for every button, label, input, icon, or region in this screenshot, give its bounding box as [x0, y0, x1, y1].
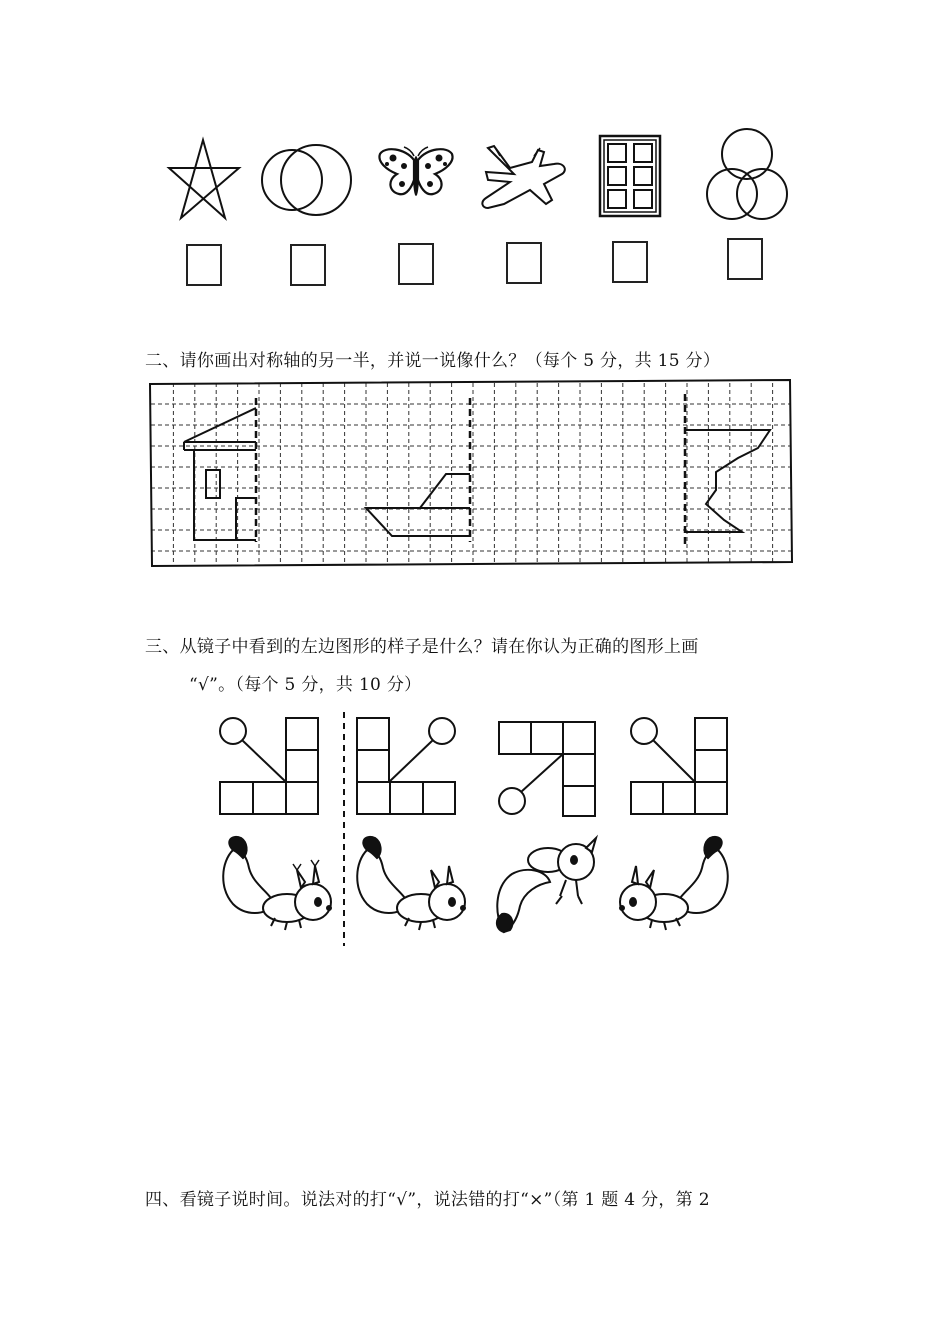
- squirrel-original: [215, 832, 333, 932]
- answer-box-two-circles[interactable]: [290, 244, 326, 286]
- answer-box-three-circles[interactable]: [727, 238, 763, 280]
- section-3-question-line2: “√”。（每个 5 分，共 10 分）: [189, 675, 422, 695]
- answer-box-airplane[interactable]: [506, 242, 542, 284]
- squirrel-option-2[interactable]: [490, 836, 606, 938]
- boat-half-figure: [366, 474, 470, 536]
- block-figure-option-1[interactable]: [353, 714, 459, 816]
- block-figure-option-3[interactable]: [627, 714, 733, 816]
- answer-box-window[interactable]: [612, 241, 648, 283]
- airplane-figure: [480, 142, 568, 214]
- grid-drawing-area[interactable]: [148, 378, 794, 568]
- block-figure-option-2[interactable]: [495, 718, 599, 818]
- cup-half-figure: [685, 430, 770, 532]
- section-2-question: 二、请你画出对称轴的另一半，并说一说像什么？（每个 5 分，共 15 分）: [145, 351, 721, 371]
- section-3-question-line1: 三、从镜子中看到的左边图形的样子是什么？请在你认为正确的图形上画: [145, 637, 699, 657]
- three-circles-figure: [704, 126, 790, 222]
- answer-box-star[interactable]: [186, 244, 222, 286]
- window-figure: [598, 134, 662, 218]
- mirror-dashed-line: [340, 712, 348, 946]
- squirrel-option-3[interactable]: [618, 832, 736, 932]
- answer-box-butterfly[interactable]: [398, 243, 434, 285]
- butterfly-figure: [377, 146, 455, 208]
- star-figure: [165, 138, 245, 222]
- block-figure-original: [216, 714, 322, 816]
- two-circles-figure: [258, 140, 358, 220]
- squirrel-option-1[interactable]: [349, 832, 467, 932]
- section-4-question: 四、看镜子说时间。说法对的打“√”，说法错的打“×”（第 1 题 4 分，第 2: [145, 1190, 710, 1210]
